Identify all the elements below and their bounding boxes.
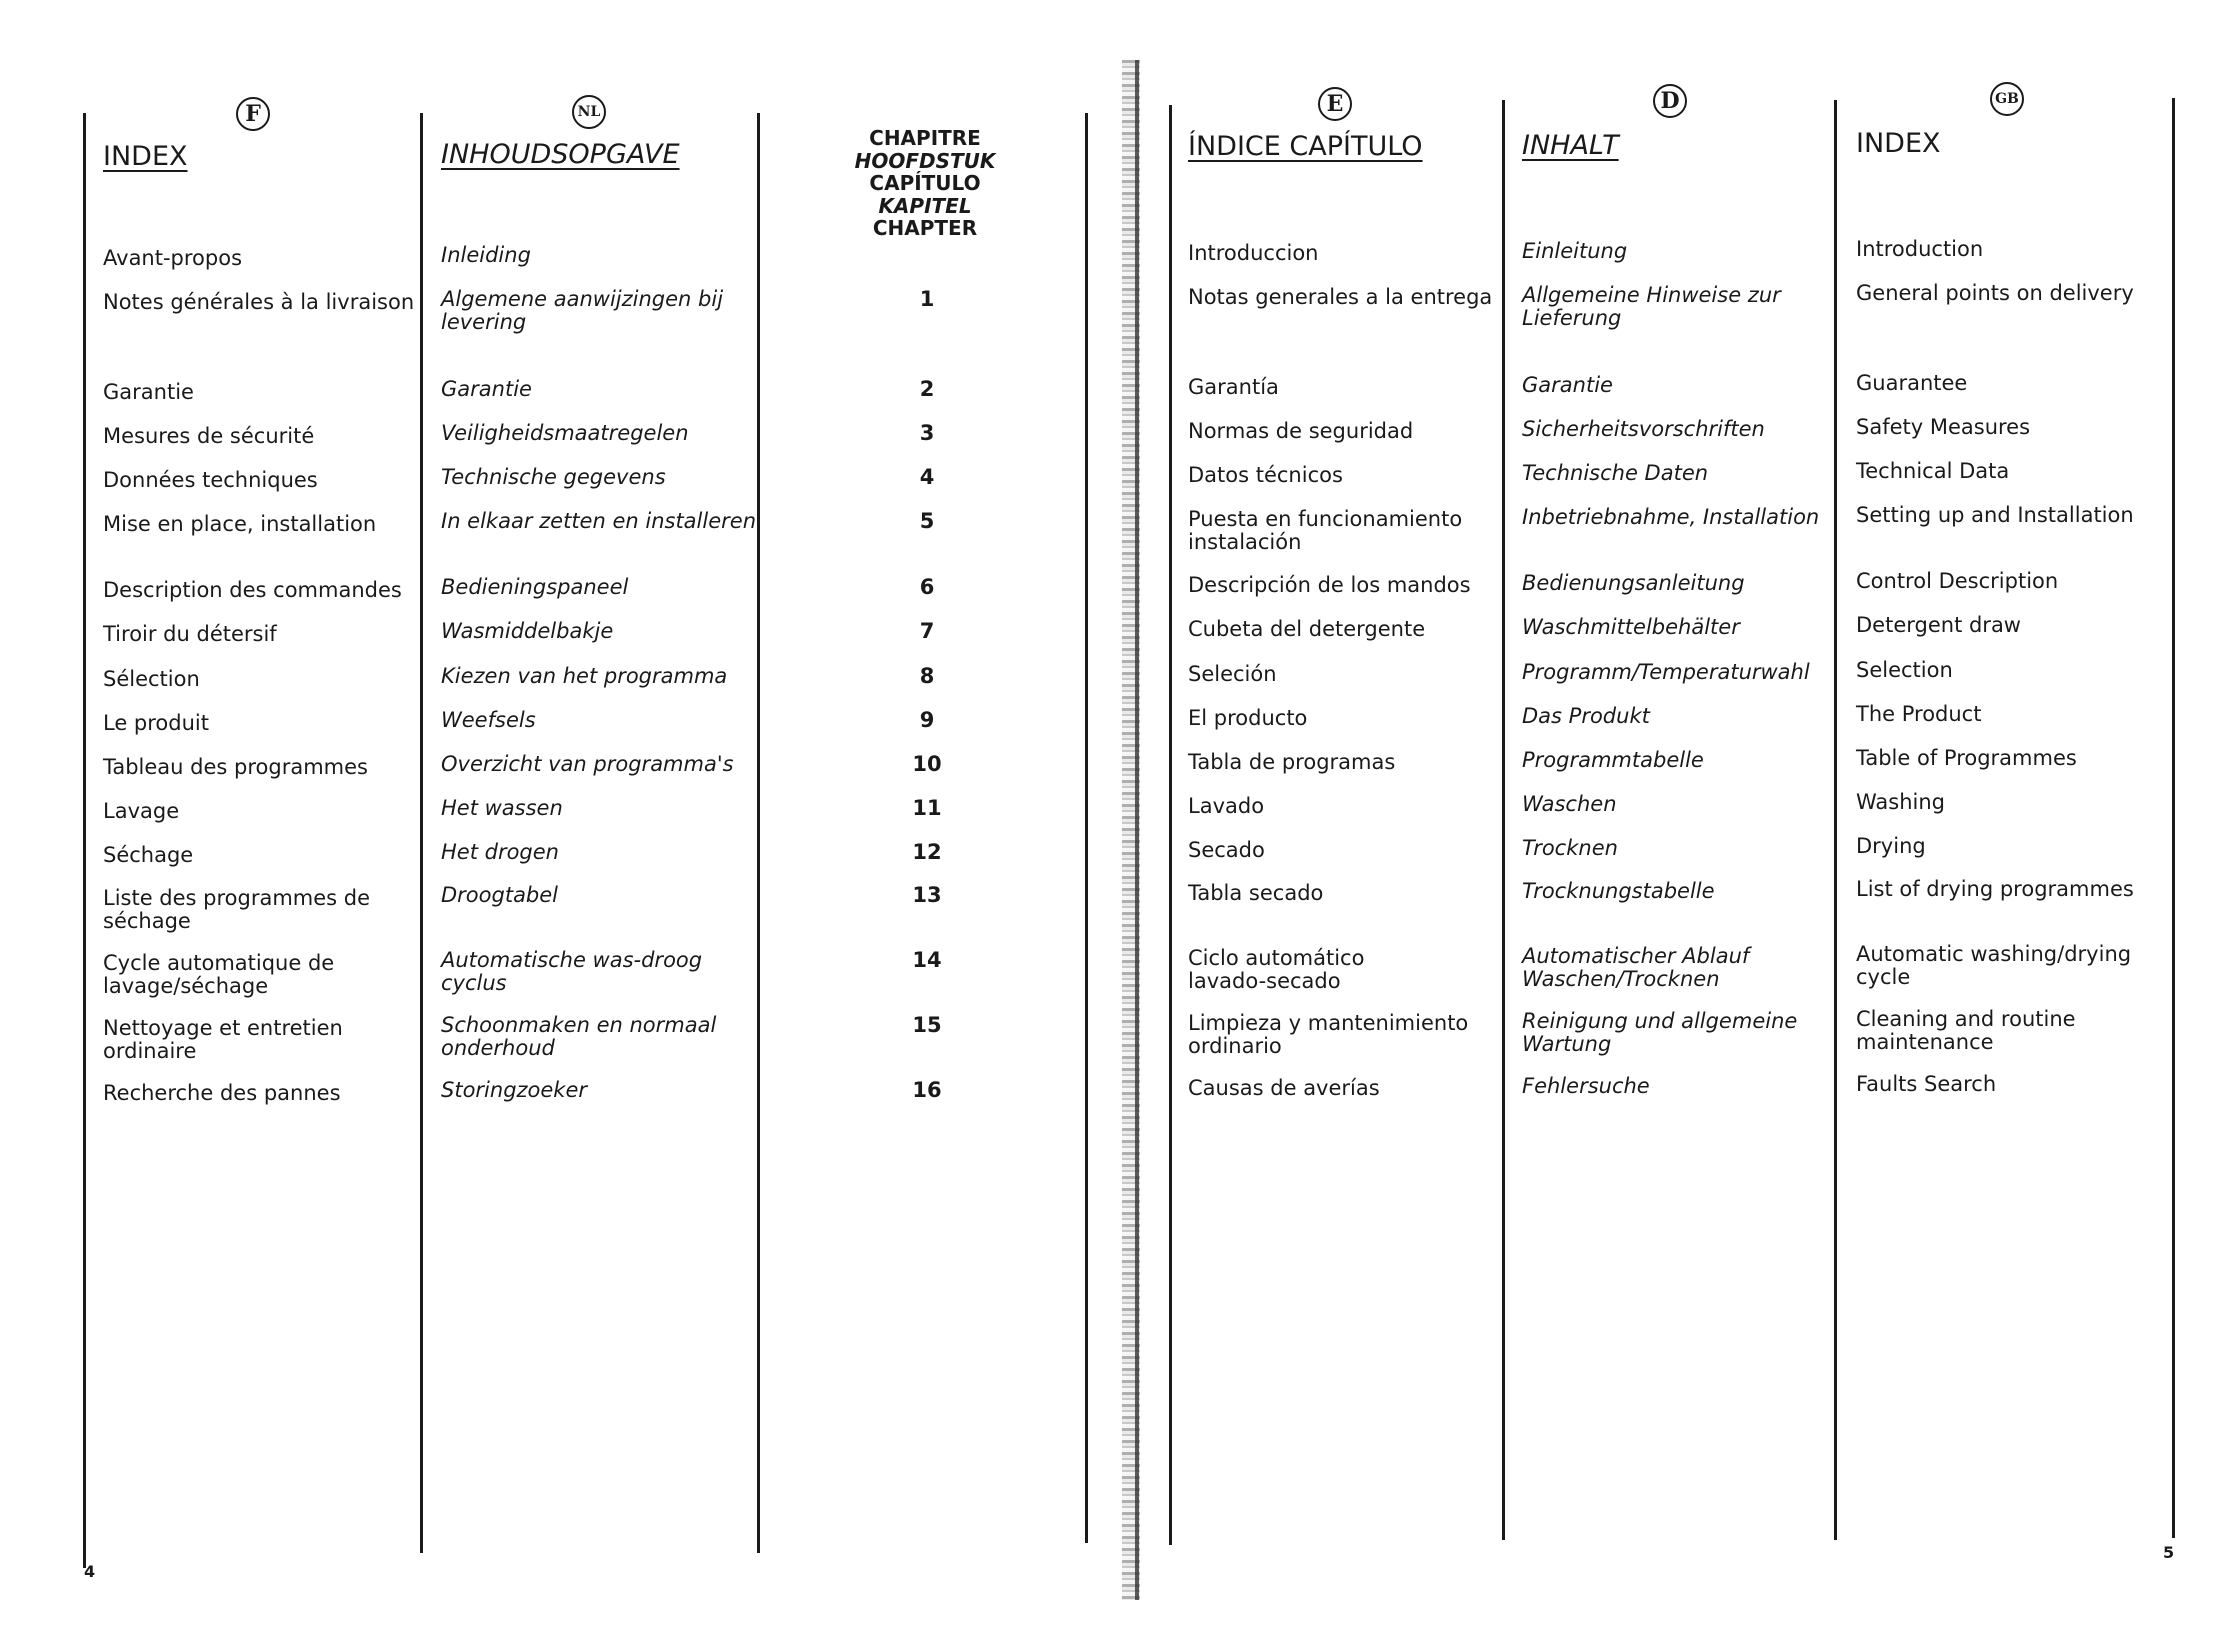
toc-entry: Weefsels — [441, 708, 536, 732]
chapter-number: 5 — [919, 509, 935, 533]
toc-entry: List of drying programmes — [1856, 877, 2134, 901]
chapter-number: 9 — [919, 708, 935, 732]
toc-entry: Das Produkt — [1522, 704, 1650, 728]
chapter-header-nl: HOOFDSTUK — [854, 148, 996, 173]
toc-entry: Trocknungstabelle — [1522, 879, 1715, 903]
column-divider — [1169, 105, 1172, 1545]
toc-entry: Fehlersuche — [1522, 1074, 1650, 1098]
toc-entry: Tabla secado — [1188, 881, 1324, 905]
toc-entry: In elkaar zetten en installeren — [441, 509, 756, 533]
toc-entry: Programm/Temperaturwahl — [1522, 660, 1810, 684]
toc-entry: Het drogen — [441, 840, 559, 864]
column-divider — [83, 113, 86, 1568]
toc-entry: Veiligheidsmaatregelen — [441, 421, 689, 445]
toc-entry: El producto — [1188, 706, 1308, 730]
chapter-number: 4 — [919, 465, 935, 489]
toc-entry: Bedienungsanleitung — [1522, 571, 1745, 595]
toc-entry: Drying — [1856, 834, 1926, 858]
toc-entry: Washing — [1856, 790, 1946, 814]
chapter-number: 7 — [919, 619, 935, 643]
chapter-header-de: KAPITEL — [878, 193, 972, 218]
chapter-number: 11 — [912, 796, 942, 820]
toc-entry: Séchage — [103, 843, 194, 867]
toc-entry: The Product — [1856, 702, 1982, 726]
toc-entry: Automatische was-droog cyclus — [441, 948, 703, 995]
toc-entry: Description des commandes — [103, 578, 402, 602]
toc-entry: Recherche des pannes — [103, 1081, 341, 1105]
column-divider — [420, 113, 423, 1553]
column-divider — [1834, 100, 1837, 1540]
toc-entry: Selection — [1856, 658, 1953, 682]
toc-entry: Waschen — [1522, 792, 1617, 816]
language-badge-de: D — [1653, 84, 1687, 118]
chapter-header-gb: CHAPTER — [872, 216, 978, 240]
chapter-header-fr: CHAPITRE — [869, 126, 981, 150]
toc-entry: Inbetriebnahme, Installation — [1522, 505, 1820, 529]
toc-entry: Puesta en funcionamiento instalación — [1188, 507, 1463, 554]
toc-entry: Technische Daten — [1522, 461, 1709, 485]
toc-entry: Cycle automatique de lavage/séchage — [103, 951, 335, 998]
toc-entry: Cleaning and routine maintenance — [1856, 1007, 2076, 1054]
page-number-left: 4 — [84, 1562, 96, 1581]
toc-entry: Liste des programmes de séchage — [103, 886, 371, 933]
chapter-header — [830, 127, 1020, 240]
toc-entry: Tiroir du détersif — [103, 622, 277, 646]
toc-entry: Seleción — [1188, 662, 1277, 686]
toc-entry: Mise en place, installation — [103, 512, 377, 536]
toc-entry: Mesures de sécurité — [103, 424, 315, 448]
toc-entry: Guarantee — [1856, 371, 1968, 395]
chapter-number: 16 — [912, 1078, 942, 1102]
toc-entry: Droogtabel — [441, 883, 559, 907]
toc-entry: Tabla de programas — [1188, 750, 1396, 774]
toc-entry: Table of Programmes — [1856, 746, 2077, 770]
language-badge-nl: NL — [572, 95, 606, 129]
toc-entry: Limpieza y mantenimiento ordinario — [1188, 1011, 1469, 1058]
toc-entry: Introduction — [1856, 237, 1984, 261]
chapter-number: 3 — [919, 421, 935, 445]
chapter-number: 10 — [912, 752, 942, 776]
toc-entry: Secado — [1188, 838, 1265, 862]
chapter-number: 14 — [912, 948, 942, 972]
toc-entry: Bedieningspaneel — [441, 575, 629, 599]
chapter-header-es: CAPÍTULO — [869, 171, 981, 195]
book-spine-line — [1135, 60, 1139, 1600]
toc-entry: Detergent draw — [1856, 613, 2021, 637]
toc-entry: Storingzoeker — [441, 1078, 588, 1102]
chapter-number: 15 — [912, 1013, 942, 1037]
toc-entry: Cubeta del detergente — [1188, 617, 1426, 641]
toc-entry: Inleiding — [441, 243, 531, 267]
toc-entry: Données techniques — [103, 468, 318, 492]
language-badge-gb: GB — [1990, 82, 2024, 116]
toc-entry: Ciclo automático lavado-secado — [1188, 946, 1365, 993]
toc-entry: Schoonmaken en normaal onderhoud — [441, 1013, 717, 1060]
column-title-de: INHALT — [1522, 130, 1619, 161]
toc-entry: Setting up and Installation — [1856, 503, 2134, 527]
toc-entry: Avant-propos — [103, 246, 243, 270]
toc-entry: Technical Data — [1856, 459, 2010, 483]
column-divider — [757, 113, 760, 1553]
toc-entry: Automatischer Ablauf Waschen/Trocknen — [1522, 944, 1750, 991]
column-divider — [1502, 100, 1505, 1540]
toc-entry: General points on delivery — [1856, 281, 2134, 305]
toc-entry: Nettoyage et entretien ordinaire — [103, 1016, 343, 1063]
toc-entry: Sicherheitsvorschriften — [1522, 417, 1765, 441]
toc-entry: Control Description — [1856, 569, 2059, 593]
toc-entry: Introduccion — [1188, 241, 1319, 265]
toc-entry: Waschmittelbehälter — [1522, 615, 1740, 639]
toc-entry: Garantie — [103, 380, 194, 404]
toc-entry: Lavage — [103, 799, 180, 823]
column-title-nl: INHOUDSOPGAVE — [441, 139, 680, 170]
toc-entry: Allgemeine Hinweise zur Lieferung — [1522, 283, 1781, 330]
toc-entry: Le produit — [103, 711, 209, 735]
toc-entry: Descripción de los mandos — [1188, 573, 1471, 597]
toc-entry: Sélection — [103, 667, 200, 691]
toc-entry: Trocknen — [1522, 836, 1618, 860]
toc-entry: Notes générales à la livraison — [103, 290, 415, 314]
toc-entry: Lavado — [1188, 794, 1265, 818]
toc-entry: Safety Measures — [1856, 415, 2031, 439]
toc-entry: Garantie — [1522, 373, 1613, 397]
toc-entry: Tableau des programmes — [103, 755, 368, 779]
chapter-number: 2 — [919, 377, 935, 401]
toc-entry: Kiezen van het programma — [441, 664, 728, 688]
column-title-fr: INDEX — [103, 141, 188, 172]
chapter-number: 1 — [919, 287, 935, 311]
language-badge-es: E — [1318, 87, 1352, 121]
language-badge-fr: F — [236, 97, 270, 131]
chapter-number: 13 — [912, 883, 942, 907]
column-divider — [2172, 98, 2175, 1538]
column-title-es: ÍNDICE CAPÍTULO — [1188, 131, 1423, 162]
toc-entry: Einleitung — [1522, 239, 1628, 263]
chapter-number: 6 — [919, 575, 935, 599]
column-divider — [1085, 113, 1088, 1543]
toc-entry: Technische gegevens — [441, 465, 666, 489]
toc-entry: Wasmiddelbakje — [441, 619, 614, 643]
toc-entry: Garantía — [1188, 375, 1279, 399]
toc-entry: Faults Search — [1856, 1072, 1997, 1096]
page-number-right: 5 — [2163, 1543, 2175, 1562]
column-title-gb: INDEX — [1856, 128, 1941, 159]
toc-entry: Notas generales a la entrega — [1188, 285, 1493, 309]
chapter-number: 12 — [912, 840, 942, 864]
toc-entry: Reinigung und allgemeine Wartung — [1522, 1009, 1798, 1056]
toc-entry: Het wassen — [441, 796, 563, 820]
toc-entry: Normas de seguridad — [1188, 419, 1414, 443]
toc-entry: Programmtabelle — [1522, 748, 1704, 772]
toc-entry: Overzicht van programma's — [441, 752, 734, 776]
toc-entry: Causas de averías — [1188, 1076, 1380, 1100]
toc-entry: Algemene aanwijzingen bij levering — [441, 287, 724, 334]
chapter-number: 8 — [919, 664, 935, 688]
toc-entry: Automatic washing/drying cycle — [1856, 942, 2132, 989]
toc-entry: Garantie — [441, 377, 532, 401]
toc-entry: Datos técnicos — [1188, 463, 1343, 487]
